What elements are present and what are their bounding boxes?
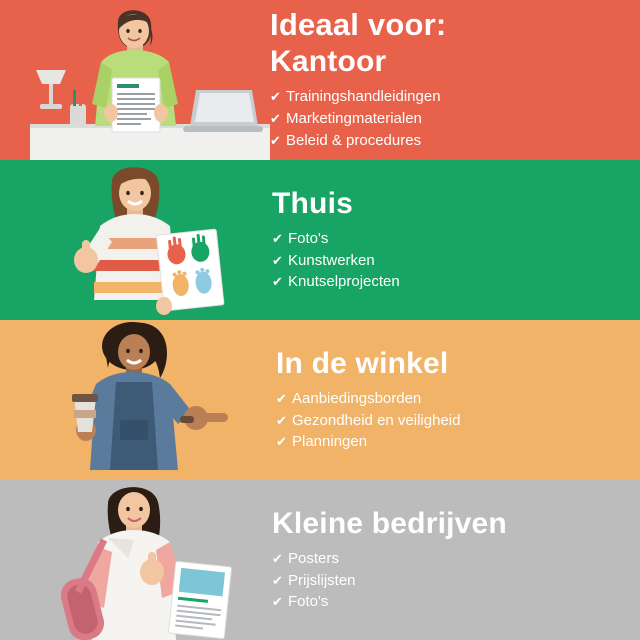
illustration-retail — [0, 320, 270, 480]
check-icon: ✔ — [276, 434, 287, 450]
list-item-label: Knutselprojecten — [288, 273, 400, 291]
check-icon: ✔ — [272, 550, 283, 566]
section-kleine-bedrijven — [0, 480, 640, 640]
heading-kleine-bedrijven: Kleine bedrijven — [272, 506, 507, 540]
list-item-label: Trainingshandleidingen — [286, 88, 441, 106]
check-icon: ✔ — [272, 572, 283, 588]
list-item-label: Posters — [288, 549, 339, 567]
list-item-label: Planningen — [292, 433, 368, 451]
check-icon: ✔ — [270, 110, 281, 126]
list-item-label: Gezondheid en veiligheid — [292, 411, 461, 429]
content-winkel — [270, 347, 640, 453]
list-item-label: Marketingmaterialen — [286, 109, 422, 127]
heading-thuis: Thuis — [272, 186, 353, 220]
section-in-de-winkel — [0, 320, 640, 480]
check-icon: ✔ — [272, 594, 283, 610]
photo-kantoor — [0, 0, 270, 160]
check-icon: ✔ — [272, 252, 283, 268]
list-item — [272, 570, 630, 592]
check-icon: ✔ — [276, 390, 287, 406]
list-item — [270, 86, 630, 108]
list-item — [272, 591, 630, 613]
photo-thuis — [0, 160, 270, 320]
list-item — [272, 250, 630, 272]
bullets-kantoor — [270, 86, 630, 151]
list-item — [270, 130, 630, 152]
check-icon: ✔ — [272, 274, 283, 290]
content-kantoor — [270, 6, 640, 152]
list-item-label: Beleid & procedures — [286, 131, 422, 149]
check-icon: ✔ — [276, 412, 287, 428]
content-thuis — [270, 187, 640, 293]
illustration-small-business — [0, 480, 270, 640]
list-item-label: Aanbiedingsborden — [292, 389, 422, 407]
content-kleine-bedrijven — [270, 507, 640, 613]
intro-heading: Ideaal voor: — [270, 6, 447, 42]
list-item — [272, 228, 630, 250]
list-item-label: Kunstwerken — [288, 251, 375, 269]
section-thuis — [0, 160, 640, 320]
illustration-home — [0, 160, 270, 320]
list-item — [272, 548, 630, 570]
list-item — [276, 388, 630, 410]
bullets-thuis — [272, 228, 630, 293]
list-item — [276, 431, 630, 453]
list-item — [276, 410, 630, 432]
check-icon: ✔ — [272, 230, 283, 246]
list-item — [270, 108, 630, 130]
list-item-label: Prijslijsten — [288, 571, 356, 589]
check-icon: ✔ — [270, 132, 281, 148]
bullets-kleine-bedrijven — [272, 548, 630, 613]
list-item-label: Foto's — [288, 229, 329, 247]
bullets-winkel — [276, 388, 630, 453]
section-kantoor — [0, 0, 640, 160]
list-item — [272, 271, 630, 293]
photo-kleine-bedrijven — [0, 480, 270, 640]
list-item-label: Foto's — [288, 593, 329, 611]
check-icon: ✔ — [270, 89, 281, 105]
heading-winkel: In de winkel — [276, 346, 449, 380]
heading-kantoor: Kantoor — [270, 45, 387, 79]
photo-winkel — [0, 320, 270, 480]
illustration-office — [0, 0, 270, 160]
